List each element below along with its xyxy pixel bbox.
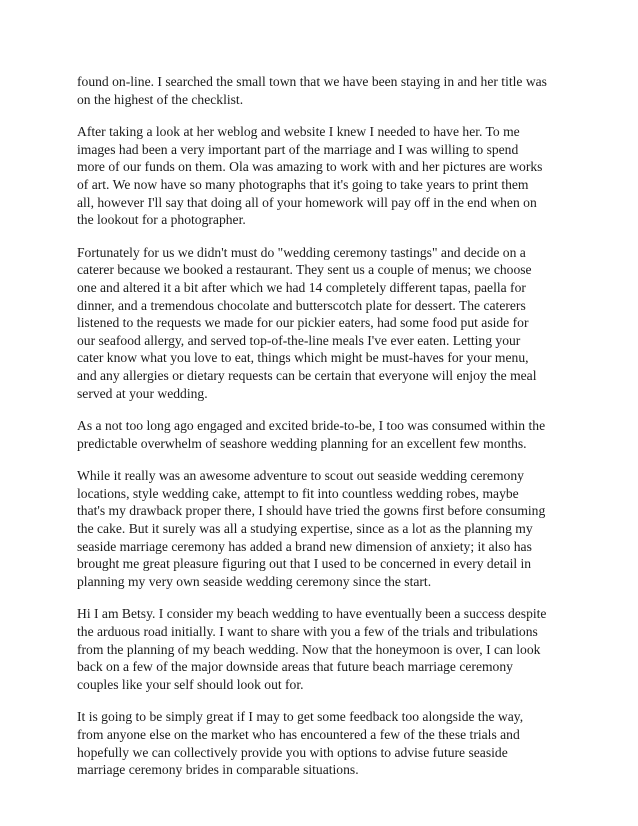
- paragraph-4: As a not too long ago engaged and excited bride-to-be, I too was consumed within the predictable overwhelm of seashore wedding planning for an excellent few months.: [77, 418, 546, 451]
- paragraph-3: Fortunately for us we didn't must do "wedding ceremony tastings" and decide on a caterer because we booked a restaurant. They sent us a couple of menus; we choose one and altered it a bit after which we had 14 completely different tapas, paella for dinner, and a tremendous chocolate and butterscotch plate for dessert. The caterers listened to the requests we made for our pickier eaters, had some food put aside for our seafood allergy, and served top-of-the-line meals I've ever eaten. Letting your cater know what you love to eat, things which might be must-haves for your menu, and any allergies or dietary requests can be certain that everyone will enjoy the meal served at your wedding.: [77, 244, 537, 401]
- paragraph-6: Hi I am Betsy. I consider my beach wedding to have eventually been a success despite the arduous road initially. I want to share with you a few of the trials and tribulations from the planning of my beach wedding. Now that the honeymoon is over, I can look back on a few of the major downside areas that future beach marriage ceremony couples like your self should look out for.: [77, 606, 547, 692]
- document-body: [77, 73, 567, 794]
- paragraph-2: After taking a look at her weblog and website I knew I needed to have her. To me images had been a very important part of the marriage and I was willing to spend more of our funds on them. Ola was amazing to work with and her pictures are works of art. We now have so many photographs that it's going to take years to print them all, however I'll say that doing all of your homework will pay off in the end when on the lookout for a photographer.: [77, 124, 543, 228]
- paragraph-1: found on-line. I searched the small town that we have been staying in and her title was on the highest of the checklist.: [77, 74, 547, 107]
- paragraph-5: While it really was an awesome adventure to scout out seaside wedding ceremony locations, style wedding cake, attempt to fit into countless wedding robes, maybe that's my drawback proper there, I should have tried the gowns first before consuming the cake. But it surely was all a studying expertise, since as a lot as the planning my seaside marriage ceremony has added a brand new dimension of anxiety; it also has brought me great pleasure figuring out that I used to be concerned in every detail in planning my very own seaside wedding ceremony since the start.: [77, 468, 546, 589]
- paragraph-7: It is going to be simply great if I may to get some feedback too alongside the way, from anyone else on the market who has encountered a few of the these trials and hopefully we can collectively provide you with options to advise future seaside marriage ceremony brides in comparable situations.: [77, 709, 524, 778]
